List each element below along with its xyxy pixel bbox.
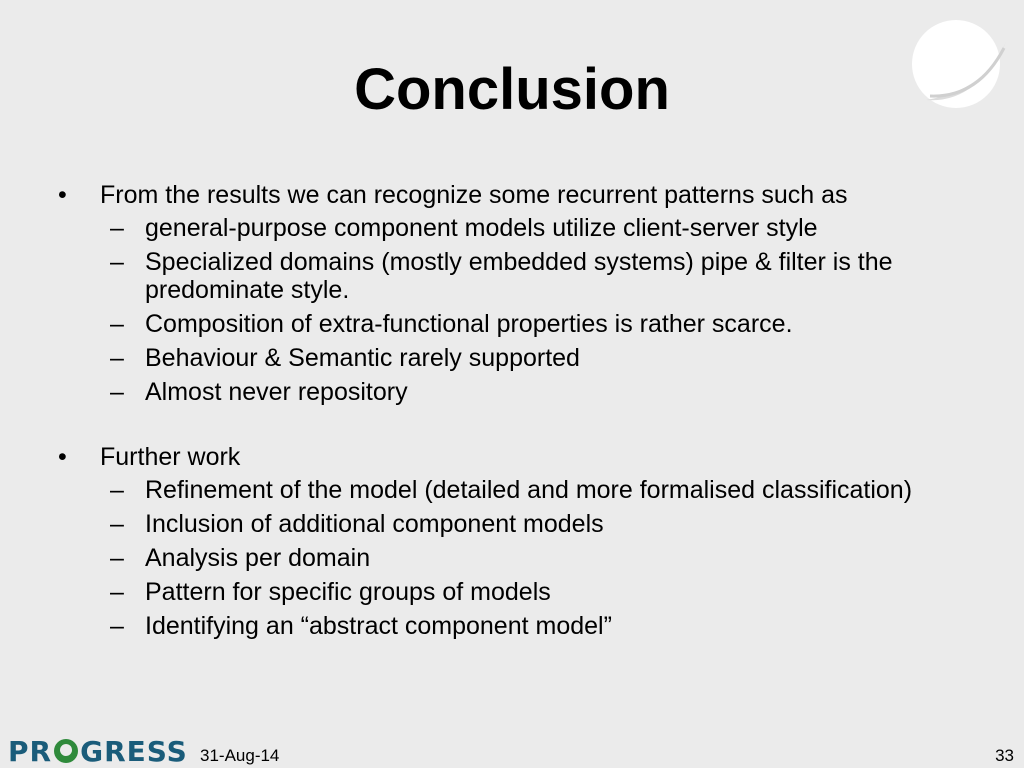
sub-marker: –: [110, 612, 124, 640]
sub-marker: –: [110, 378, 124, 406]
sub-text: Refinement of the model (detailed and more formalised classification): [145, 476, 913, 504]
sub-item: [110, 544, 978, 572]
sub-marker: –: [110, 344, 124, 372]
sub-marker: –: [110, 310, 124, 338]
sub-marker: –: [110, 544, 124, 572]
sub-item: [110, 378, 978, 406]
footer-date: 31-Aug-14: [200, 746, 280, 765]
slide-body: [58, 180, 978, 646]
slide-title: Conclusion: [354, 57, 670, 122]
sub-item: [110, 578, 978, 606]
sub-item: [110, 214, 978, 242]
page-number: 33: [995, 746, 1014, 765]
sub-text: Inclusion of additional component models: [145, 510, 604, 538]
sub-item: [110, 344, 978, 372]
sub-marker: –: [110, 510, 124, 538]
spacer: [58, 412, 978, 442]
sub-marker: –: [110, 214, 124, 242]
sub-text: Behaviour & Semantic rarely supported: [145, 344, 580, 372]
bullet-text: Further work: [100, 443, 241, 471]
logo-text-right: GRESS: [80, 734, 188, 768]
sub-text: Specialized domains (mostly embedded systems) pipe & filter is the predominate style.: [145, 248, 893, 304]
sub-text: Identifying an “abstract component model”: [145, 612, 612, 640]
bullet-marker: •: [58, 181, 67, 209]
sub-marker: –: [110, 248, 124, 276]
sub-marker: –: [110, 476, 124, 504]
sub-item: [110, 612, 978, 640]
sub-item: [110, 510, 978, 538]
sub-text: Pattern for specific groups of models: [145, 578, 551, 606]
bullet-item: [58, 180, 978, 210]
sub-text: Analysis per domain: [145, 544, 371, 572]
bullet-marker: •: [58, 443, 67, 471]
bullet-item: [58, 442, 978, 472]
sub-item: [110, 310, 978, 338]
sub-text: Almost never repository: [145, 378, 408, 406]
sub-marker: –: [110, 578, 124, 606]
progress-logo: [8, 736, 188, 766]
sub-item: [110, 476, 978, 504]
sub-text: Composition of extra-functional properties is rather scarce.: [145, 310, 793, 338]
sub-text: general-purpose component models utilize client-server style: [145, 214, 818, 242]
bullet-text: From the results we can recognize some recurrent patterns such as: [100, 181, 848, 209]
leaf-o-icon: [54, 739, 78, 763]
sub-item: [110, 248, 978, 304]
logo-text-left: PR: [8, 734, 53, 768]
